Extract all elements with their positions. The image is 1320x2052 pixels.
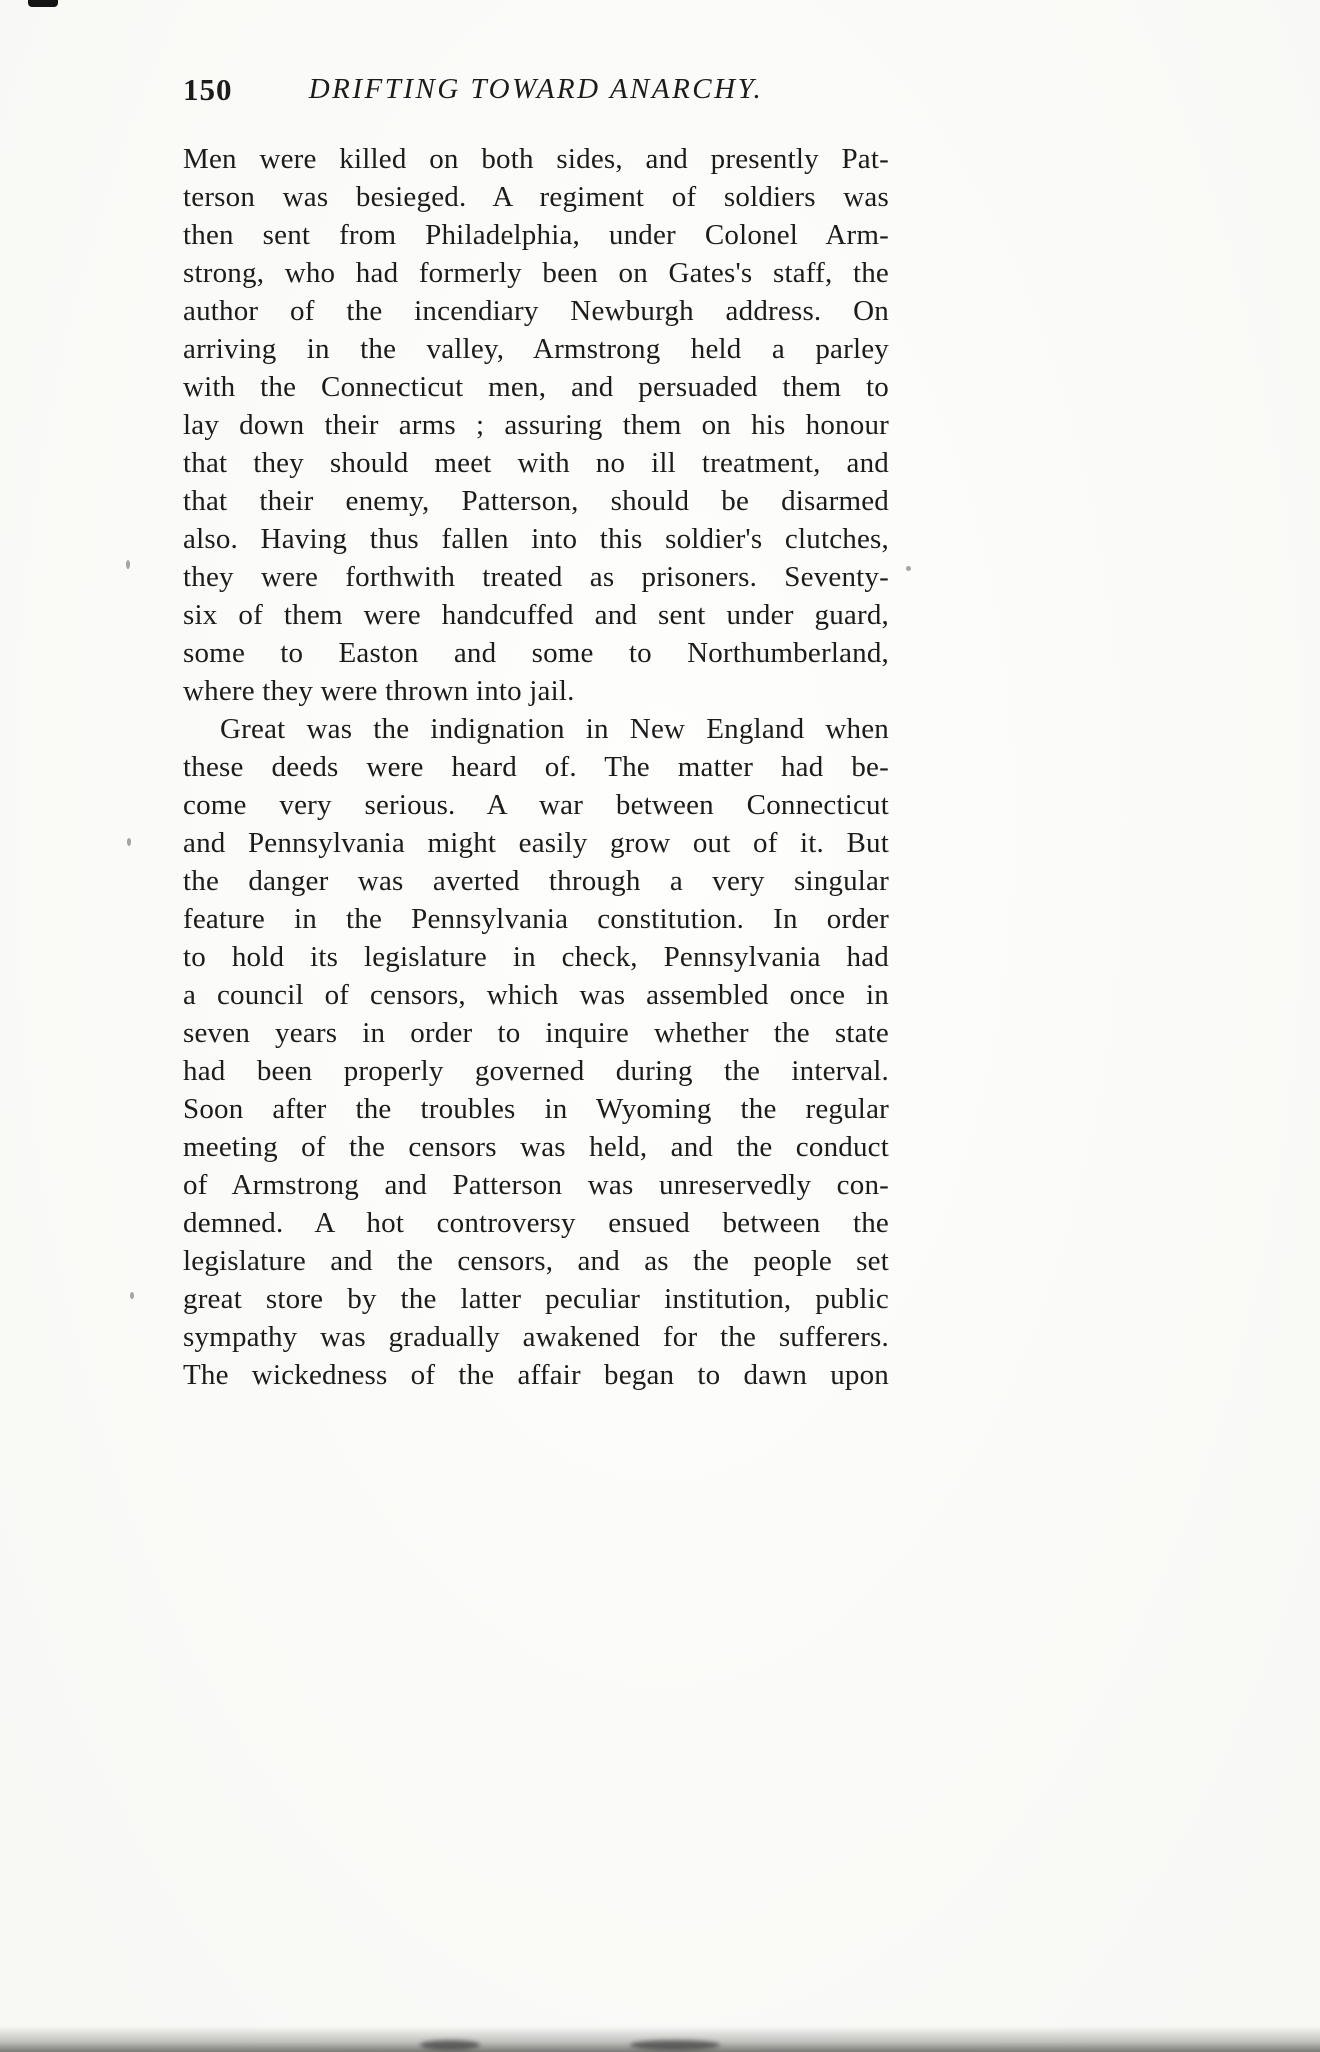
text-line: Great was the indignation in New England when bbox=[220, 713, 889, 745]
text-line: then sent from Philadelphia, under Colonel Arm- bbox=[183, 219, 889, 251]
text-line: strong, who had formerly been on Gates's staff, the bbox=[183, 257, 889, 289]
text-line: some to Easton and some to Northumberland, bbox=[183, 637, 889, 669]
page-header bbox=[183, 72, 889, 112]
text-line: arriving in the valley, Armstrong held a parley bbox=[183, 333, 889, 365]
scan-artifact-blotch bbox=[420, 2040, 480, 2050]
text-line: these deeds were heard of. The matter had be- bbox=[183, 751, 889, 783]
text-line: sympathy was gradually awakened for the sufferers. bbox=[183, 1321, 889, 1353]
text-line: great store by the latter peculiar institution, public bbox=[183, 1283, 889, 1315]
text-line: that they should meet with no ill treatment, and bbox=[183, 447, 889, 479]
text-line: to hold its legislature in check, Pennsylvania had bbox=[183, 941, 889, 973]
text-line: meeting of the censors was held, and the conduct bbox=[183, 1131, 889, 1163]
scan-artifact-corner bbox=[28, 0, 58, 7]
page-number: 150 bbox=[183, 72, 233, 107]
text-line: Men were killed on both sides, and presently Pat- bbox=[183, 143, 889, 175]
text-line: author of the incendiary Newburgh address. On bbox=[183, 295, 889, 327]
text-line: of Armstrong and Patterson was unreservedly con- bbox=[183, 1169, 889, 1201]
text-line: terson was besieged. A regiment of soldiers was bbox=[183, 181, 889, 213]
text-line: come very serious. A war between Connecticut bbox=[183, 789, 889, 821]
text-line: with the Connecticut men, and persuaded them to bbox=[183, 371, 889, 403]
scan-artifact-bottom-edge bbox=[0, 2026, 1320, 2052]
text-line: lay down their arms ; assuring them on his honour bbox=[183, 409, 889, 441]
text-line: had been properly governed during the interval. bbox=[183, 1055, 889, 1087]
text-line: six of them were handcuffed and sent under guard, bbox=[183, 599, 889, 631]
text-line: legislature and the censors, and as the people set bbox=[183, 1245, 889, 1277]
scan-artifact-speck bbox=[126, 560, 130, 569]
text-line: feature in the Pennsylvania constitution. In order bbox=[183, 903, 889, 935]
text-line: they were forthwith treated as prisoners. Seventy- bbox=[183, 561, 889, 593]
text-line: a council of censors, which was assembled once in bbox=[183, 979, 889, 1011]
text-line: also. Having thus fallen into this soldier's clutches, bbox=[183, 523, 889, 555]
text-line: and Pennsylvania might easily grow out of it. But bbox=[183, 827, 889, 859]
body-text bbox=[183, 140, 889, 1394]
text-line: seven years in order to inquire whether the state bbox=[183, 1017, 889, 1049]
text-line: demned. A hot controversy ensued between the bbox=[183, 1207, 889, 1239]
text-line: that their enemy, Patterson, should be disarmed bbox=[183, 485, 889, 517]
scan-artifact-speck bbox=[906, 566, 911, 571]
running-head-title: DRIFTING TOWARD ANARCHY. bbox=[308, 73, 764, 105]
text-line: where they were thrown into jail. bbox=[183, 675, 575, 707]
text-line: Soon after the troubles in Wyoming the regular bbox=[183, 1093, 889, 1125]
scan-artifact-speck bbox=[130, 1292, 134, 1299]
scan-artifact-blotch bbox=[630, 2040, 720, 2050]
text-line: the danger was averted through a very singular bbox=[183, 865, 889, 897]
text-line: The wickedness of the affair began to dawn upon bbox=[183, 1359, 889, 1391]
scan-artifact-speck bbox=[127, 838, 131, 846]
